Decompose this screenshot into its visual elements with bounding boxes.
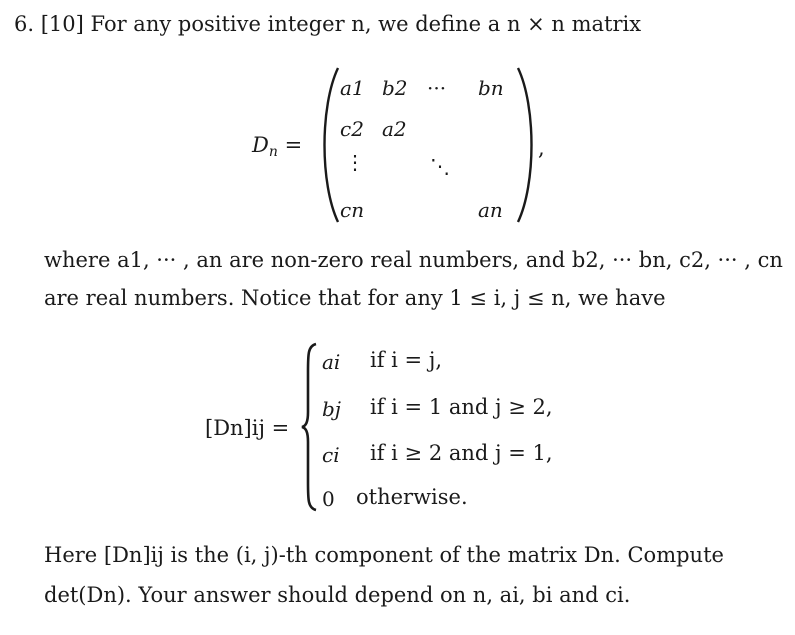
matrix-cell-r1c3: ··· (427, 76, 447, 100)
problem-intro: For any positive integer n, we define a n × n matrix (90, 12, 642, 36)
matrix-cell-r1c4: bn (478, 76, 504, 100)
matrix-ddots: ⋱ (430, 154, 450, 178)
case-condition-1: if i = j, (370, 348, 443, 372)
left-brace (300, 342, 320, 512)
case-condition-4: otherwise. (356, 485, 468, 509)
matrix-cell-r1c1: a1 (340, 76, 365, 100)
case-condition-3: if i ≥ 2 and j = 1, (370, 441, 553, 465)
case-value-4: 0 (322, 487, 335, 511)
paragraph-2-line-1: Here [Dn]ij is the (i, j)-th component of the matrix Dn. Compute (44, 543, 724, 567)
case-condition-2: if i = 1 and j ≥ 2, (370, 395, 553, 419)
right-paren (516, 66, 538, 224)
matrix-cell-r2c1: c2 (340, 117, 364, 141)
case-value-2: bj (322, 397, 342, 421)
paragraph-2-line-2: det(Dn). Your answer should depend on n, ai, bi and ci. (44, 583, 631, 607)
case-value-3: ci (322, 443, 340, 467)
problem-header (14, 14, 641, 35)
matrix-vdots: ⋮ (345, 150, 365, 174)
paragraph-1-line-1: where a1, ··· , an are non-zero real numbers, and b2, ··· bn, c2, ··· , cn (44, 248, 783, 272)
matrix-trailing-comma: , (538, 136, 545, 160)
matrix-cell-r4c4: an (478, 198, 503, 222)
matrix-cell-r2c2: a2 (382, 117, 407, 141)
cases-lhs: [Dn]ij = (205, 416, 290, 440)
matrix-cell-r4c1: cn (340, 198, 365, 222)
case-value-1: ai (322, 350, 341, 374)
paragraph-1-line-2: are real numbers. Notice that for any 1 ≤ i, j ≤ n, we have (44, 286, 666, 310)
matrix-cell-r1c2: b2 (382, 76, 408, 100)
matrix-lhs: Dn = (252, 133, 303, 160)
problem-number: 6. (14, 12, 35, 36)
left-paren (318, 66, 340, 224)
problem-points: [10] (40, 12, 84, 36)
